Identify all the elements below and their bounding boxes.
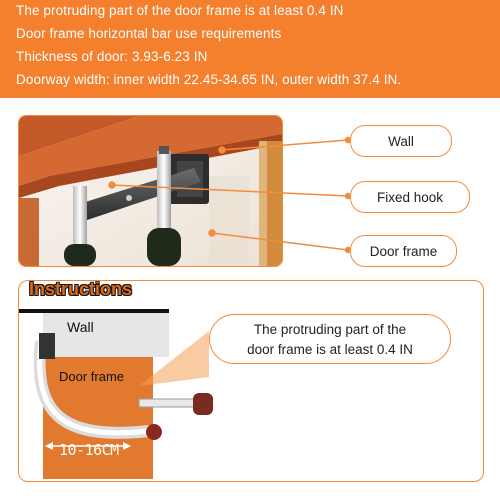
- protrusion-measurement-label: 10-16CM: [59, 441, 119, 459]
- callout-fixed-hook-label: Fixed hook: [376, 189, 444, 205]
- diagram-door-frame-label: Door frame: [59, 369, 125, 384]
- instructions-panel: [18, 280, 484, 482]
- callout-wall-label: Wall: [388, 133, 414, 149]
- callout-fixed-hook: [350, 181, 470, 213]
- protrusion-note-line-1: The protruding part of the: [253, 322, 407, 337]
- banner-line-doorway-width: Doorway width: inner width 22.45-34.65 IN, outer width 37.4 IN.: [16, 72, 402, 87]
- instructions-title: Instructions: [29, 280, 133, 299]
- banner-line-thickness: Thickness of door: 3.93-6.23 IN: [16, 49, 208, 64]
- callout-door-frame-label: Door frame: [369, 243, 438, 259]
- callout-wall: [350, 125, 452, 157]
- diagram-wall-label: Wall: [67, 319, 94, 335]
- banner-line-requirements: Door frame horizontal bar use requirements: [16, 26, 282, 41]
- protrusion-note: [209, 314, 451, 364]
- banner-line-protrusion: The protruding part of the door frame is at least 0.4 IN: [16, 3, 344, 18]
- callout-door-frame: [350, 235, 457, 267]
- protrusion-note-line-2: door frame is at least 0.4 IN: [247, 342, 413, 357]
